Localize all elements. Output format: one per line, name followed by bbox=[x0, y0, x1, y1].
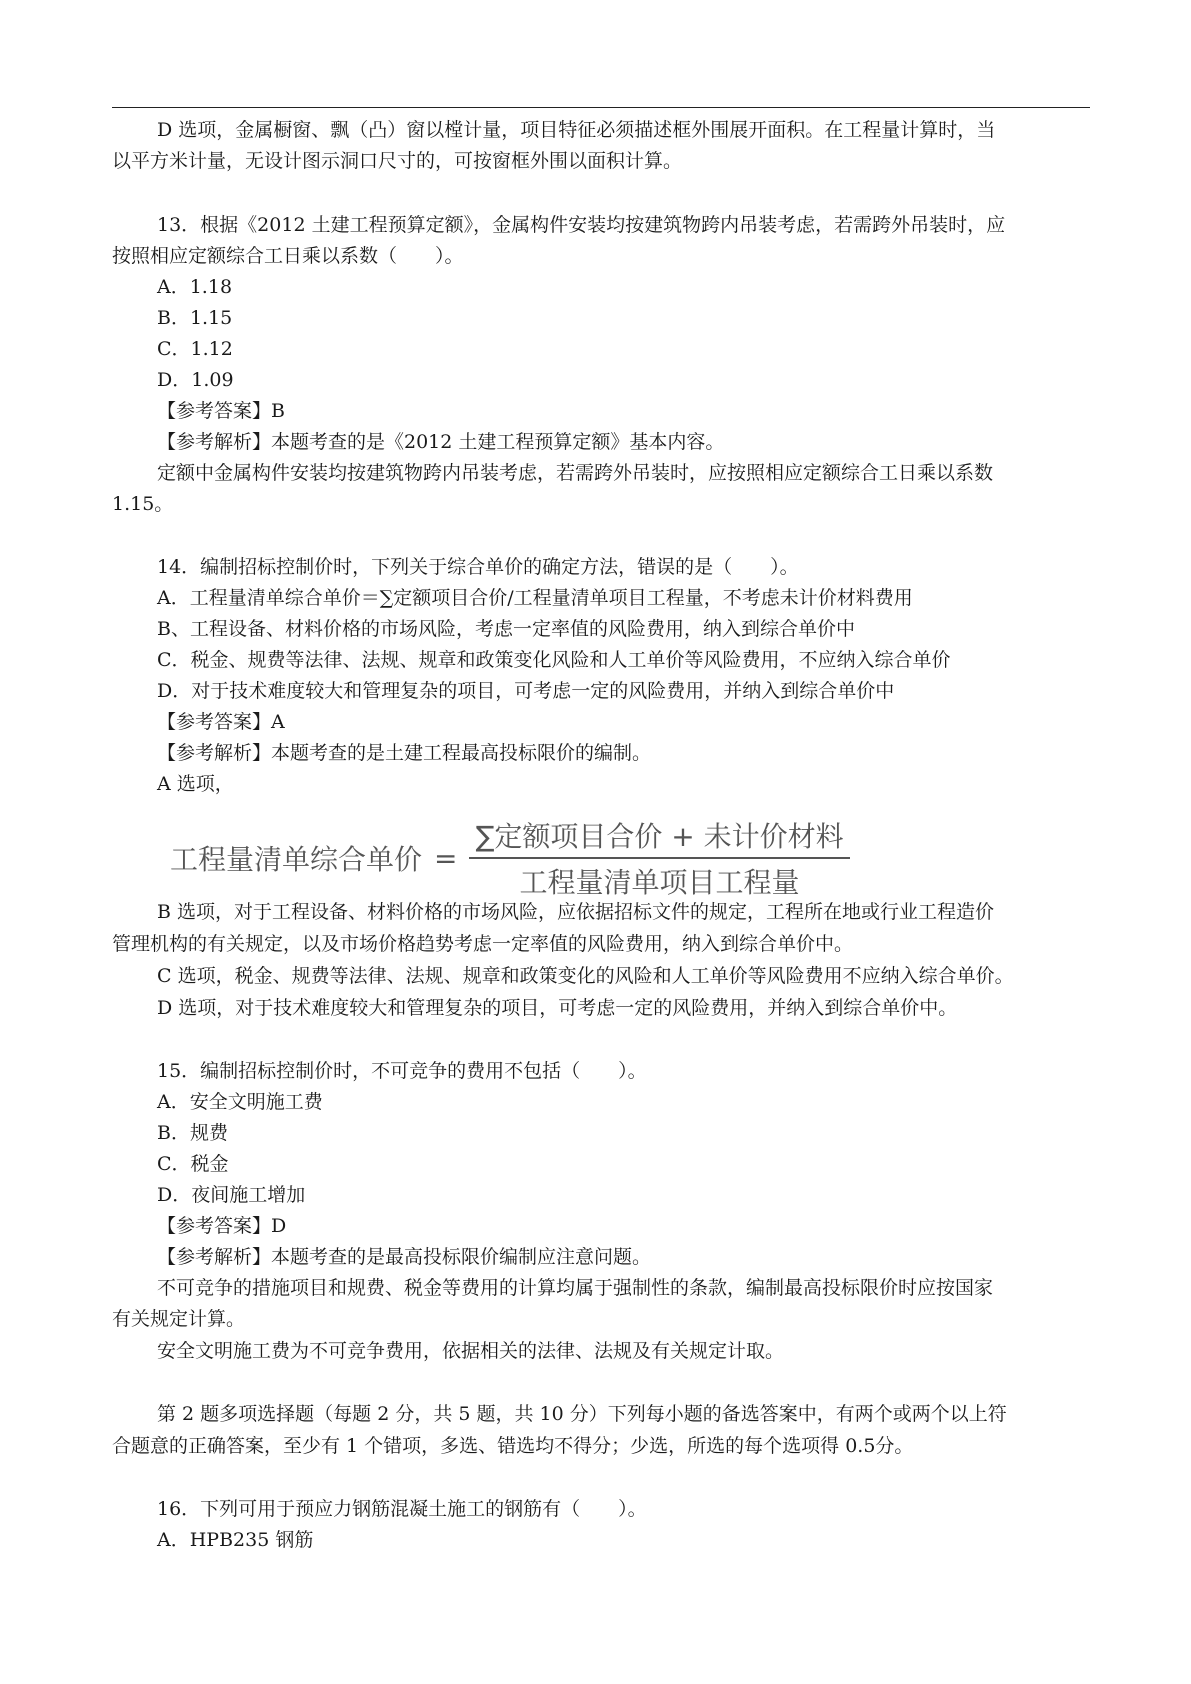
header-rule bbox=[112, 107, 1090, 108]
text-line: D．1.09 bbox=[157, 369, 234, 391]
formula-fraction bbox=[469, 815, 849, 901]
text-line: 有关规定计算。 bbox=[112, 1308, 246, 1330]
text-line: A．HPB235 钢筋 bbox=[157, 1529, 314, 1551]
text-line: A．1.18 bbox=[157, 276, 233, 298]
text-line: 14．编制招标控制价时，下列关于综合单价的确定方法，错误的是（ ）。 bbox=[157, 556, 799, 578]
text-line: 13．根据《2012 土建工程预算定额》，金属构件安装均按建筑物跨内吊装考虑，若需跨外吊装时，应 bbox=[157, 214, 1006, 236]
text-line: 以平方米计量，无设计图示洞口尺寸的，可按窗框外围以面积计算。 bbox=[112, 150, 683, 172]
text-line: B．规费 bbox=[157, 1122, 228, 1144]
text-line: 第 2 题多项选择题（每题 2 分，共 5 题，共 10 分）下列每小题的备选答案中，有两个或两个以上符 bbox=[157, 1403, 1007, 1425]
text-line: 管理机构的有关规定，以及市场价格趋势考虑一定率值的风险费用，纳入到综合单价中。 bbox=[112, 933, 854, 955]
text-line: 【参考解析】本题考查的是最高投标限价编制应注意问题。 bbox=[157, 1246, 652, 1268]
formula-numerator: ∑定额项目合价 + 未计价材料 bbox=[475, 820, 844, 853]
text-line: 【参考解析】本题考查的是土建工程最高投标限价的编制。 bbox=[157, 742, 652, 764]
text-line: 【参考答案】A bbox=[157, 711, 285, 733]
text-line: D．夜间施工增加 bbox=[157, 1184, 306, 1206]
formula-image bbox=[170, 818, 844, 899]
text-line: C．税金、规费等法律、法规、规章和政策变化风险和人工单价等风险费用，不应纳入综合单价 bbox=[157, 649, 951, 671]
text-line: C．税金 bbox=[157, 1153, 229, 1175]
text-line: 1.15。 bbox=[112, 493, 174, 515]
text-line: 不可竞争的措施项目和规费、税金等费用的计算均属于强制性的条款，编制最高投标限价时应按国家 bbox=[157, 1277, 994, 1299]
text-line: D 选项，对于技术难度较大和管理复杂的项目，可考虑一定的风险费用，并纳入到综合单价中。 bbox=[157, 997, 958, 1019]
text-line: 定额中金属构件安装均按建筑物跨内吊装考虑，若需跨外吊装时，应按照相应定额综合工日乘以系数 bbox=[157, 462, 994, 484]
text-line: A．安全文明施工费 bbox=[157, 1091, 323, 1113]
text-line: A 选项， bbox=[157, 773, 234, 795]
formula-lhs: 工程量清单综合单价 bbox=[170, 843, 423, 876]
formula-equals: = bbox=[434, 841, 458, 875]
text-line: 【参考解析】本题考查的是《2012 土建工程预算定额》基本内容。 bbox=[157, 431, 725, 453]
text-line: C．1.12 bbox=[157, 338, 233, 360]
text-line: D 选项，金属橱窗、飘（凸）窗以樘计量，项目特征必须描述框外围展开面积。在工程量计算时，当 bbox=[157, 119, 996, 141]
text-line: 合题意的正确答案，至少有 1 个错项，多选、错选均不得分；少选，所选的每个选项得 0.5分。 bbox=[112, 1435, 914, 1457]
text-line: C 选项，税金、规费等法律、法规、规章和政策变化的风险和人工单价等风险费用不应纳入综合单价。 bbox=[157, 965, 1014, 987]
formula-denominator: 工程量清单项目工程量 bbox=[519, 866, 800, 899]
text-line: 【参考答案】D bbox=[157, 1215, 287, 1237]
text-line: D．对于技术难度较大和管理复杂的项目，可考虑一定的风险费用，并纳入到综合单价中 bbox=[157, 680, 895, 702]
text-line: 按照相应定额综合工日乘以系数（ ）。 bbox=[112, 245, 464, 267]
text-line: B．1.15 bbox=[157, 307, 233, 329]
text-line: 【参考答案】B bbox=[157, 400, 285, 422]
text-line: 16．下列可用于预应力钢筋混凝土施工的钢筋有（ ）。 bbox=[157, 1498, 647, 1520]
text-line: B、工程设备、材料价格的市场风险，考虑一定率值的风险费用，纳入到综合单价中 bbox=[157, 618, 855, 640]
text-line: B 选项，对于工程设备、材料价格的市场风险，应依据招标文件的规定，工程所在地或行业工程造价 bbox=[157, 901, 995, 923]
text-line: A．工程量清单综合单价＝∑定额项目合价/工程量清单项目工程量，不考虑未计价材料费用 bbox=[157, 587, 913, 609]
formula-fraction-bar bbox=[469, 857, 849, 859]
text-line: 安全文明施工费为不可竞争费用，依据相关的法律、法规及有关规定计取。 bbox=[157, 1340, 785, 1362]
text-line: 15．编制招标控制价时，不可竞争的费用不包括（ ）。 bbox=[157, 1060, 647, 1082]
